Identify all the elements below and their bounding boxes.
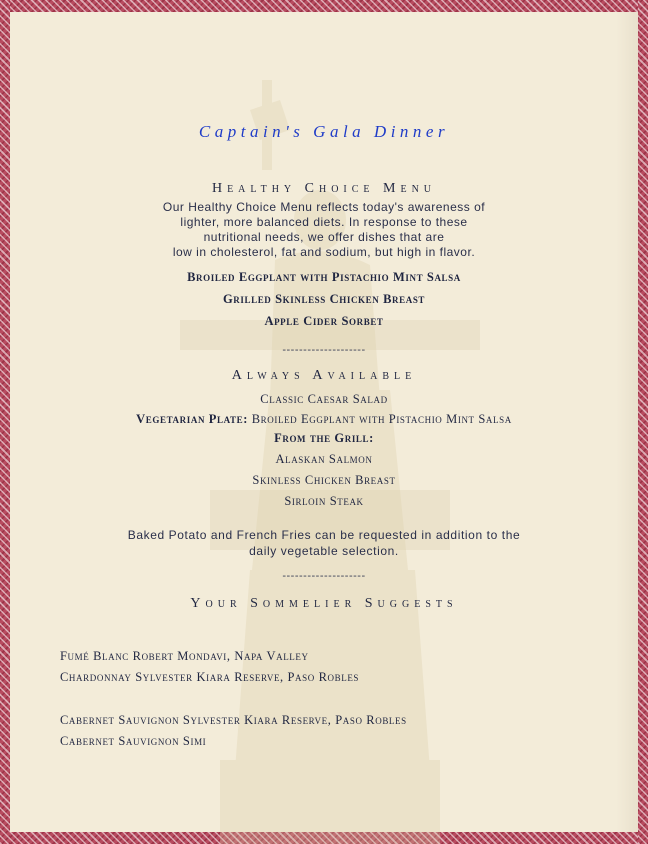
side-dish-note [90, 527, 558, 559]
vegetarian-plate-item [0, 412, 648, 427]
grill-item: Skinless Chicken Breast [252, 473, 396, 487]
vegetarian-plate-value: Broiled Eggplant with Pistachio Mint Salsa [251, 412, 512, 426]
note-line: daily vegetable selection. [249, 544, 399, 558]
wine-item: Chardonnay Sylvester Kiara Reserve, Paso Robles [60, 670, 360, 684]
healthy-dish: Apple Cider Sorbet [264, 314, 384, 328]
intro-line: lighter, more balanced diets. In response to these [180, 215, 468, 229]
section-divider: -------------------- [282, 570, 366, 582]
healthy-choice-heading: Healthy Choice Menu [211, 181, 437, 196]
healthy-dish: Grilled Skinless Chicken Breast [222, 292, 426, 306]
grill-item: Sirloin Steak [284, 494, 364, 508]
note-line: Baked Potato and French Fries can be requested in addition to the [127, 528, 521, 542]
from-the-grill-label: From the Grill: [274, 431, 374, 445]
wine-item: Cabernet Sauvignon Simi [60, 734, 207, 748]
always-available-heading: Always Available [231, 368, 417, 383]
intro-line: nutritional needs, we offer dishes that are [203, 230, 445, 244]
vegetarian-plate-label: Vegetarian Plate: [136, 412, 249, 426]
section-divider: -------------------- [282, 344, 366, 356]
wine-item: Cabernet Sauvignon Sylvester Kiara Reserve, Paso Robles [60, 713, 407, 727]
healthy-choice-intro [120, 200, 528, 260]
wine-item: Fumé Blanc Robert Mondavi, Napa Valley [60, 649, 309, 663]
intro-line: low in cholesterol, fat and sodium, but high in flavor. [172, 245, 476, 259]
menu-title: Captain's Gala Dinner [198, 122, 450, 141]
sommelier-heading: Your Sommelier Suggests [190, 596, 458, 611]
intro-line: Our Healthy Choice Menu reflects today's awareness of [162, 200, 486, 214]
grill-item: Alaskan Salmon [275, 452, 373, 466]
caesar-salad-item: Classic Caesar Salad [260, 392, 388, 406]
healthy-dish: Broiled Eggplant with Pistachio Mint Salsa [187, 270, 461, 284]
